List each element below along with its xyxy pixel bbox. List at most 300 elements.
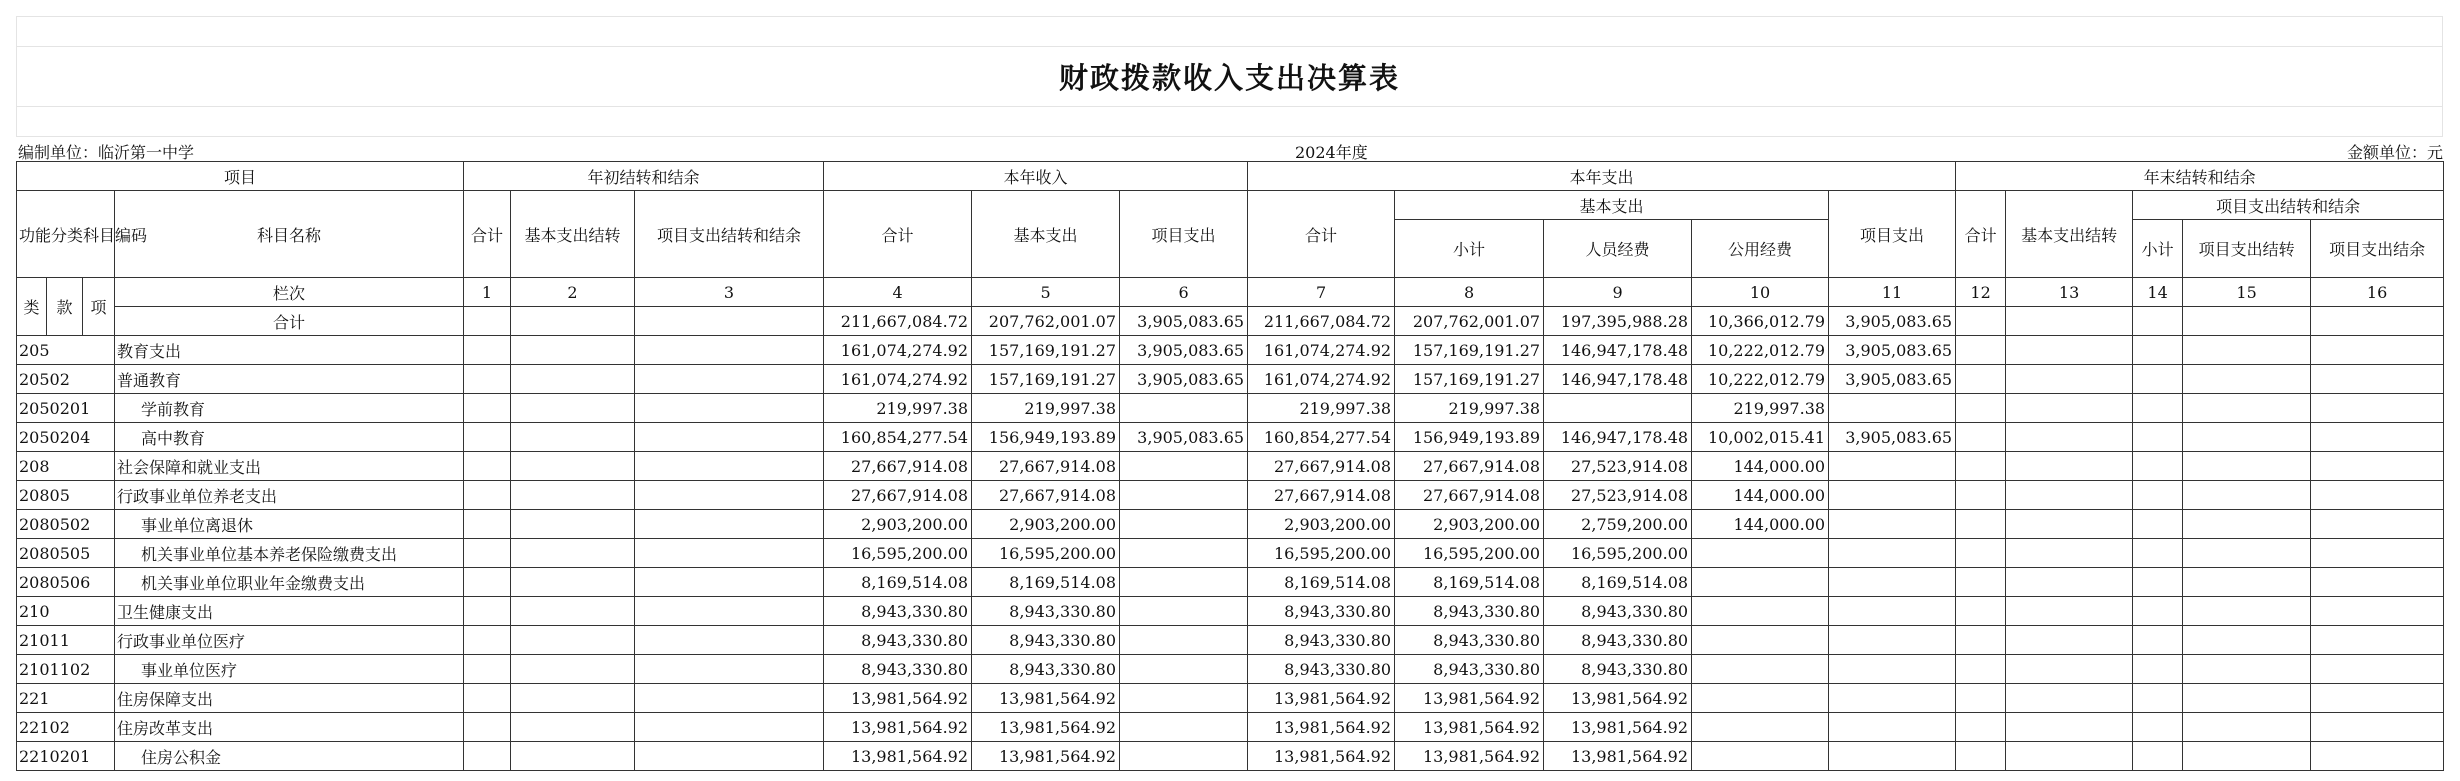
row-code: 221 (17, 684, 115, 713)
row-cell (2183, 568, 2311, 597)
col-no: 9 (1544, 278, 1692, 307)
row-code: 210 (17, 597, 115, 626)
row-cell (511, 336, 635, 365)
row-value: 160,854,277.54 (1248, 423, 1395, 452)
col-no: 10 (1692, 278, 1829, 307)
table-row (17, 423, 2444, 452)
row-value: 161,074,274.92 (1248, 336, 1395, 365)
row-cell (635, 423, 824, 452)
row-value: 3,905,083.65 (1829, 336, 1956, 365)
total-cell: 211,667,084.72 (824, 307, 972, 336)
row-cell (1956, 568, 2006, 597)
row-cell (2006, 423, 2133, 452)
row-cell (2133, 742, 2183, 771)
row-name: 教育支出 (115, 336, 464, 365)
row-name: 高中教育 (115, 423, 464, 452)
table-body (17, 336, 2444, 771)
row-cell (1956, 336, 2006, 365)
header-expense: 本年支出 (1248, 162, 1956, 191)
blank-band (16, 106, 2443, 136)
row-name: 行政事业单位养老支出 (115, 481, 464, 510)
row-cell (464, 626, 511, 655)
row-value: 2,759,200.00 (1544, 510, 1692, 539)
row-cell (2311, 394, 2444, 423)
row-value: 27,667,914.08 (972, 452, 1120, 481)
row-cell (2311, 684, 2444, 713)
row-value: 27,667,914.08 (824, 481, 972, 510)
row-value: 8,943,330.80 (1544, 597, 1692, 626)
row-value: 2,903,200.00 (1395, 510, 1544, 539)
row-cell (2183, 684, 2311, 713)
row-value (1692, 742, 1829, 771)
row-cell (464, 481, 511, 510)
row-cell (511, 510, 635, 539)
row-cell (635, 336, 824, 365)
row-value (1120, 742, 1248, 771)
col-no: 11 (1829, 278, 1956, 307)
row-value: 8,169,514.08 (1544, 568, 1692, 597)
row-value (1829, 539, 1956, 568)
col-no: 2 (511, 278, 635, 307)
row-value: 27,667,914.08 (1248, 452, 1395, 481)
row-value: 10,002,015.41 (1692, 423, 1829, 452)
row-name: 社会保障和就业支出 (115, 452, 464, 481)
row-cell (1956, 655, 2006, 684)
row-value: 8,943,330.80 (1544, 626, 1692, 655)
row-value (1692, 539, 1829, 568)
row-cell (464, 539, 511, 568)
row-value (1120, 481, 1248, 510)
row-cell (2183, 539, 2311, 568)
spreadsheet (16, 16, 2443, 771)
row-cell (2006, 365, 2133, 394)
row-value (1829, 510, 1956, 539)
row-cell (635, 452, 824, 481)
row-value: 8,943,330.80 (972, 597, 1120, 626)
row-value: 157,169,191.27 (972, 365, 1120, 394)
row-value (1120, 713, 1248, 742)
col-no: 14 (2133, 278, 2183, 307)
row-cell (2133, 655, 2183, 684)
row-value: 13,981,564.92 (1544, 684, 1692, 713)
row-cell (2133, 713, 2183, 742)
row-cell (2311, 626, 2444, 655)
row-cell (2183, 365, 2311, 394)
row-cell (2133, 510, 2183, 539)
row-cell (635, 713, 824, 742)
row-value: 16,595,200.00 (824, 539, 972, 568)
row-value: 219,997.38 (1248, 394, 1395, 423)
row-cell (2183, 597, 2311, 626)
row-cell (1956, 510, 2006, 539)
row-cell (1956, 365, 2006, 394)
row-cell (2006, 742, 2133, 771)
row-value (1120, 655, 1248, 684)
header-expense-project: 项目支出 (1829, 191, 1956, 278)
row-value (1692, 597, 1829, 626)
header-project-carry: 项目支出结转 (2183, 220, 2311, 278)
row-cell (2183, 510, 2311, 539)
row-value: 3,905,083.65 (1829, 423, 1956, 452)
row-value (1120, 597, 1248, 626)
row-value: 8,169,514.08 (1395, 568, 1544, 597)
row-cell (2133, 568, 2183, 597)
row-value (1692, 684, 1829, 713)
row-cell (2006, 481, 2133, 510)
row-value: 13,981,564.92 (1544, 742, 1692, 771)
row-cell (635, 626, 824, 655)
row-value: 2,903,200.00 (1248, 510, 1395, 539)
row-cell (2006, 713, 2133, 742)
row-value (1829, 742, 1956, 771)
row-cell (2133, 336, 2183, 365)
row-value: 8,943,330.80 (1395, 655, 1544, 684)
row-value: 16,595,200.00 (1248, 539, 1395, 568)
header-subtotal: 小计 (1395, 220, 1544, 278)
total-cell: 197,395,988.28 (1544, 307, 1692, 336)
row-code: 22102 (17, 713, 115, 742)
row-value: 146,947,178.48 (1544, 365, 1692, 394)
row-cell (2006, 510, 2133, 539)
row-cell (635, 742, 824, 771)
row-value: 8,943,330.80 (972, 655, 1120, 684)
row-code: 2101102 (17, 655, 115, 684)
row-value: 13,981,564.92 (1395, 684, 1544, 713)
row-cell (511, 394, 635, 423)
table-row (17, 394, 2444, 423)
row-cell (2183, 742, 2311, 771)
row-value (1544, 394, 1692, 423)
header-start-basic-carry: 基本支出结转 (511, 191, 635, 278)
row-value (1692, 713, 1829, 742)
row-cell (1956, 452, 2006, 481)
row-value (1829, 713, 1956, 742)
row-value (1829, 684, 1956, 713)
row-value: 219,997.38 (1692, 394, 1829, 423)
row-code: 20502 (17, 365, 115, 394)
row-value: 157,169,191.27 (972, 336, 1120, 365)
row-value: 156,949,193.89 (972, 423, 1120, 452)
row-cell (511, 713, 635, 742)
row-cell (464, 510, 511, 539)
row-value: 8,943,330.80 (1248, 655, 1395, 684)
total-cell: 207,762,001.07 (1395, 307, 1544, 336)
row-cell (2133, 394, 2183, 423)
row-value (1829, 626, 1956, 655)
row-value: 8,943,330.80 (1248, 597, 1395, 626)
row-cell (2311, 481, 2444, 510)
row-cell (2183, 713, 2311, 742)
row-cell (1956, 539, 2006, 568)
page-title: 财政拨款收入支出决算表 (16, 46, 2443, 106)
row-value: 8,943,330.80 (824, 655, 972, 684)
col-no: 12 (1956, 278, 2006, 307)
header-public: 公用经费 (1692, 220, 1829, 278)
row-cell (635, 597, 824, 626)
row-cell (2183, 336, 2311, 365)
row-cell (2311, 713, 2444, 742)
row-name: 机关事业单位职业年金缴费支出 (115, 568, 464, 597)
row-value (1829, 655, 1956, 684)
row-cell (511, 539, 635, 568)
row-value: 8,943,330.80 (1395, 626, 1544, 655)
row-cell (2183, 452, 2311, 481)
row-cell (2006, 452, 2133, 481)
total-cell (1956, 307, 2006, 336)
total-cell (635, 307, 824, 336)
row-value: 144,000.00 (1692, 452, 1829, 481)
row-value (1829, 452, 1956, 481)
row-value: 146,947,178.48 (1544, 423, 1692, 452)
row-cell (2133, 365, 2183, 394)
row-code: 205 (17, 336, 115, 365)
table-row (17, 510, 2444, 539)
row-value (1829, 568, 1956, 597)
header-end-basic-carry: 基本支出结转 (2006, 191, 2133, 278)
col-no: 15 (2183, 278, 2311, 307)
table-row (17, 336, 2444, 365)
row-cell (635, 655, 824, 684)
row-cell (464, 452, 511, 481)
row-value: 27,667,914.08 (972, 481, 1120, 510)
row-value (1120, 394, 1248, 423)
row-cell (464, 684, 511, 713)
row-cell (635, 481, 824, 510)
total-cell (2133, 307, 2183, 336)
blank-band (16, 16, 2443, 46)
row-code: 2210201 (17, 742, 115, 771)
row-name: 行政事业单位医疗 (115, 626, 464, 655)
table-row (17, 713, 2444, 742)
row-cell (1956, 423, 2006, 452)
row-cell (635, 539, 824, 568)
row-cell (635, 394, 824, 423)
row-value: 144,000.00 (1692, 510, 1829, 539)
row-cell (511, 452, 635, 481)
row-cell (464, 713, 511, 742)
row-cell (2006, 568, 2133, 597)
row-cell (464, 423, 511, 452)
table-row (17, 655, 2444, 684)
row-cell (1956, 713, 2006, 742)
row-value: 8,943,330.80 (1544, 655, 1692, 684)
row-value: 144,000.00 (1692, 481, 1829, 510)
row-code: 20805 (17, 481, 115, 510)
row-value: 8,943,330.80 (824, 597, 972, 626)
row-cell (2183, 626, 2311, 655)
meta-row (16, 136, 2443, 161)
row-cell (1956, 626, 2006, 655)
row-cell (1956, 481, 2006, 510)
row-value: 8,169,514.08 (972, 568, 1120, 597)
header-lei: 类 (17, 278, 47, 336)
row-name: 学前教育 (115, 394, 464, 423)
row-value: 3,905,083.65 (1829, 365, 1956, 394)
row-value: 27,523,914.08 (1544, 481, 1692, 510)
total-cell: 207,762,001.07 (972, 307, 1120, 336)
header-income-total: 合计 (824, 191, 972, 278)
row-value: 8,943,330.80 (1248, 626, 1395, 655)
row-value: 219,997.38 (824, 394, 972, 423)
header-expense-total: 合计 (1248, 191, 1395, 278)
row-value: 10,222,012.79 (1692, 336, 1829, 365)
row-cell (1956, 684, 2006, 713)
row-cell (1956, 394, 2006, 423)
row-value: 13,981,564.92 (1248, 684, 1395, 713)
total-cell: 3,905,083.65 (1120, 307, 1248, 336)
col-no: 4 (824, 278, 972, 307)
header-income: 本年收入 (824, 162, 1248, 191)
row-value: 10,222,012.79 (1692, 365, 1829, 394)
row-code: 2080502 (17, 510, 115, 539)
total-cell (2006, 307, 2133, 336)
header-expense-basic: 基本支出 (1395, 191, 1829, 220)
row-value (1692, 568, 1829, 597)
row-code: 2080505 (17, 539, 115, 568)
row-cell (2133, 626, 2183, 655)
row-cell (2311, 365, 2444, 394)
row-value: 27,523,914.08 (1544, 452, 1692, 481)
header-kuan: 款 (47, 278, 83, 336)
header-personnel: 人员经费 (1544, 220, 1692, 278)
total-cell (511, 307, 635, 336)
row-value: 27,667,914.08 (1395, 452, 1544, 481)
row-name: 机关事业单位基本养老保险缴费支出 (115, 539, 464, 568)
row-value: 27,667,914.08 (1248, 481, 1395, 510)
row-value: 13,981,564.92 (824, 684, 972, 713)
row-value: 13,981,564.92 (972, 684, 1120, 713)
row-cell (464, 655, 511, 684)
row-value: 161,074,274.92 (824, 365, 972, 394)
row-value: 2,903,200.00 (824, 510, 972, 539)
total-label: 合计 (115, 307, 464, 336)
header-end-subtotal: 小计 (2133, 220, 2183, 278)
row-cell (2006, 626, 2133, 655)
row-cell (2133, 684, 2183, 713)
row-cell (2133, 481, 2183, 510)
row-cell (511, 626, 635, 655)
row-cell (2006, 655, 2133, 684)
col-no: 5 (972, 278, 1120, 307)
row-value (1120, 626, 1248, 655)
row-cell (511, 742, 635, 771)
row-value: 157,169,191.27 (1395, 365, 1544, 394)
row-cell (511, 481, 635, 510)
fiscal-year: 2024年度 (1295, 143, 1368, 162)
row-cell (1956, 742, 2006, 771)
table-row (17, 742, 2444, 771)
row-value: 13,981,564.92 (1544, 713, 1692, 742)
row-value: 219,997.38 (972, 394, 1120, 423)
total-cell (464, 307, 511, 336)
row-cell (2311, 452, 2444, 481)
total-row (17, 307, 2444, 336)
row-value: 13,981,564.92 (972, 742, 1120, 771)
budget-table (16, 161, 2444, 771)
header-income-basic: 基本支出 (972, 191, 1120, 278)
row-cell (2311, 510, 2444, 539)
header-start-total: 合计 (464, 191, 511, 278)
row-cell (464, 597, 511, 626)
row-value: 27,667,914.08 (824, 452, 972, 481)
total-cell: 3,905,083.65 (1829, 307, 1956, 336)
row-cell (2311, 336, 2444, 365)
header-xiang: 项 (83, 278, 115, 336)
row-name: 住房公积金 (115, 742, 464, 771)
row-code: 2050204 (17, 423, 115, 452)
row-value (1120, 568, 1248, 597)
row-cell (464, 742, 511, 771)
row-value: 8,169,514.08 (1248, 568, 1395, 597)
row-value: 16,595,200.00 (972, 539, 1120, 568)
row-cell (2183, 394, 2311, 423)
compiling-unit: 编制单位：临沂第一中学 (18, 143, 195, 162)
row-value: 161,074,274.92 (1248, 365, 1395, 394)
row-cell (2006, 684, 2133, 713)
table-row (17, 684, 2444, 713)
table-row (17, 626, 2444, 655)
row-cell (2133, 597, 2183, 626)
row-name: 事业单位医疗 (115, 655, 464, 684)
header-end-balance: 年末结转和结余 (1956, 162, 2444, 191)
row-cell (511, 655, 635, 684)
row-value: 13,981,564.92 (1395, 742, 1544, 771)
table-row (17, 452, 2444, 481)
row-value: 3,905,083.65 (1120, 365, 1248, 394)
row-cell (635, 365, 824, 394)
row-name: 事业单位离退休 (115, 510, 464, 539)
row-cell (2311, 742, 2444, 771)
row-value: 161,074,274.92 (824, 336, 972, 365)
row-name: 住房保障支出 (115, 684, 464, 713)
row-cell (2311, 423, 2444, 452)
header-project: 项目 (17, 162, 464, 191)
row-name: 住房改革支出 (115, 713, 464, 742)
row-value (1829, 597, 1956, 626)
header-end-total: 合计 (1956, 191, 2006, 278)
row-value: 2,903,200.00 (972, 510, 1120, 539)
row-cell (2183, 481, 2311, 510)
row-code: 2050201 (17, 394, 115, 423)
col-no: 3 (635, 278, 824, 307)
row-value (1120, 539, 1248, 568)
row-name: 普通教育 (115, 365, 464, 394)
row-cell (2133, 452, 2183, 481)
total-cell (2311, 307, 2444, 336)
row-code: 2080506 (17, 568, 115, 597)
row-value: 16,595,200.00 (1544, 539, 1692, 568)
row-value (1120, 452, 1248, 481)
row-cell (511, 684, 635, 713)
row-value (1692, 655, 1829, 684)
col-no: 13 (2006, 278, 2133, 307)
row-cell (2133, 423, 2183, 452)
row-code: 208 (17, 452, 115, 481)
row-cell (2311, 597, 2444, 626)
table-row (17, 365, 2444, 394)
row-cell (511, 423, 635, 452)
row-value (1120, 510, 1248, 539)
header-start-balance: 年初结转和结余 (464, 162, 824, 191)
row-cell (2183, 655, 2311, 684)
col-no: 8 (1395, 278, 1544, 307)
total-cell (2183, 307, 2311, 336)
row-value: 13,981,564.92 (1248, 713, 1395, 742)
row-cell (2183, 423, 2311, 452)
row-cell (635, 684, 824, 713)
row-value: 8,943,330.80 (1395, 597, 1544, 626)
currency-unit: 金额单位：元 (2346, 143, 2443, 162)
